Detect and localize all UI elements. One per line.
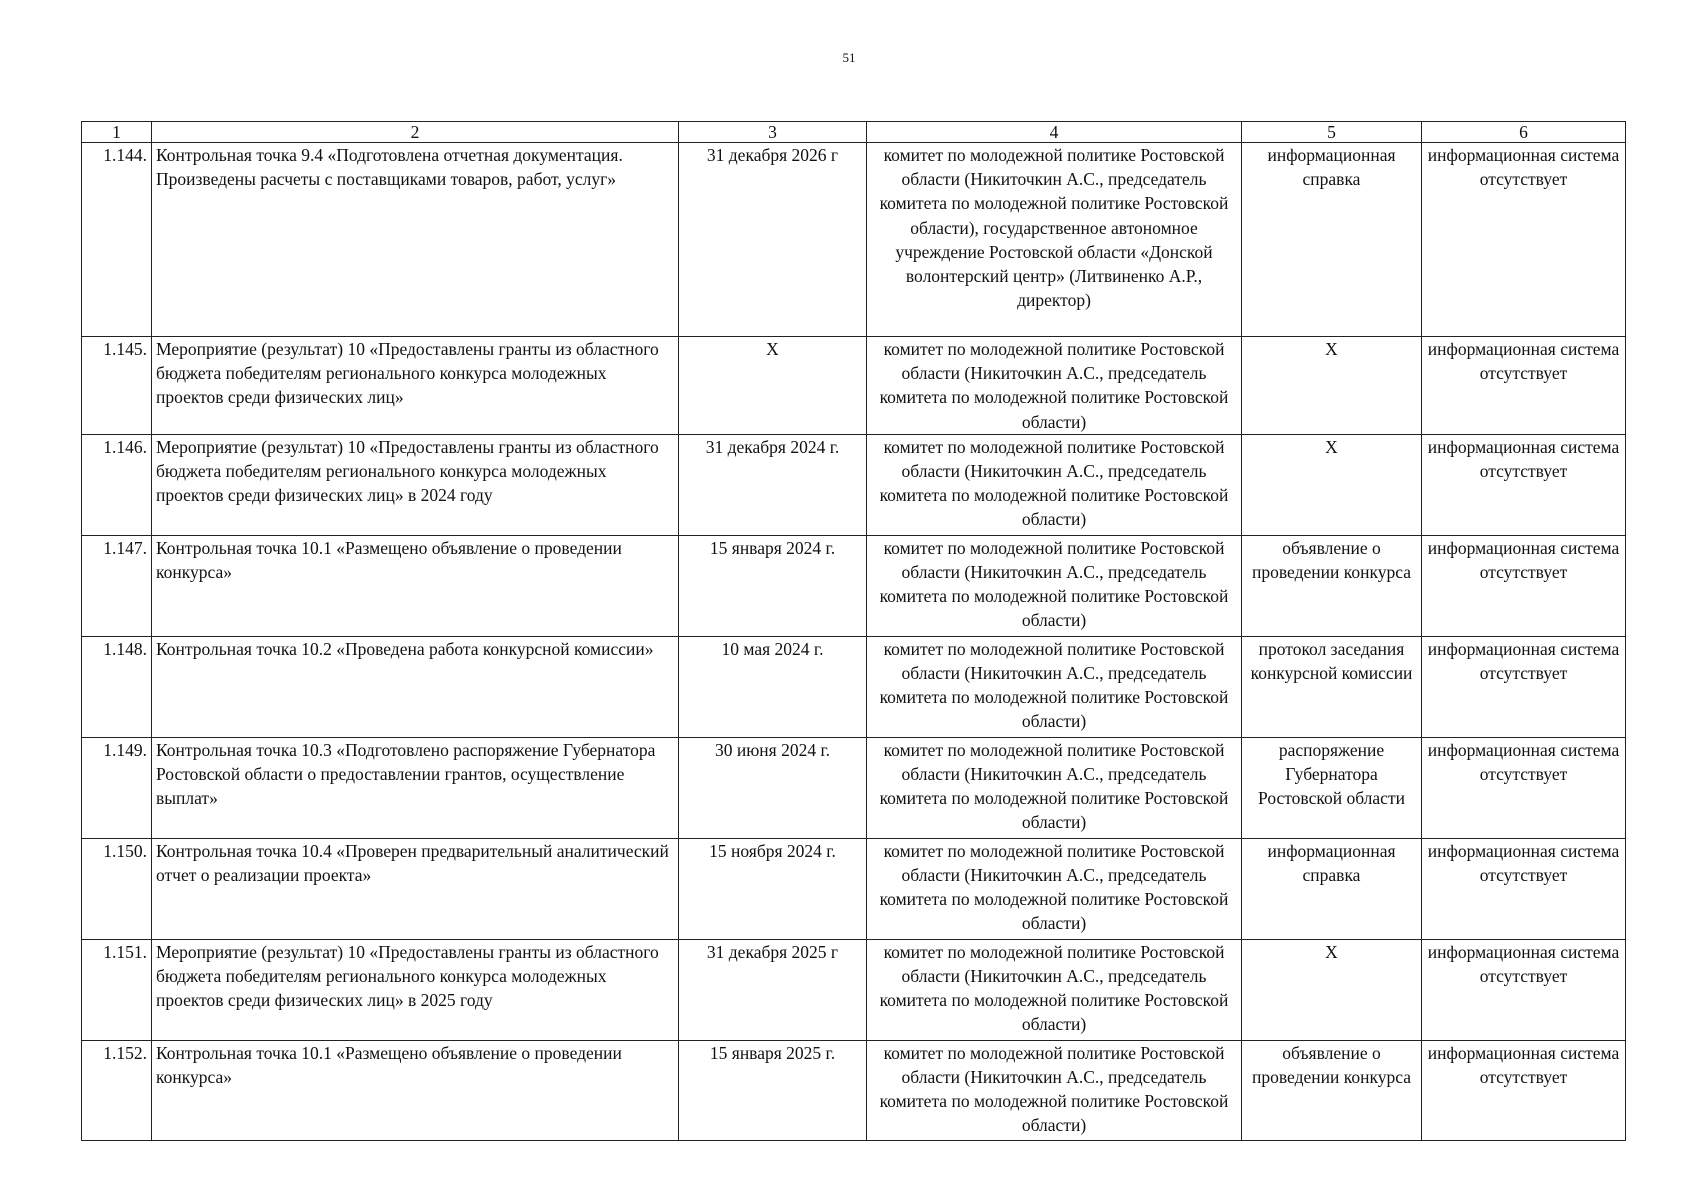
row-name: Контрольная точка 10.4 «Проверен предварительный аналитический отчет о реализации проекта» <box>152 838 679 939</box>
row-responsible: комитет по молодежной политике Ростовской области (Никиточкин А.С., председатель комитета по молодежной политике Ростовской области), государственное автономное учреждение Ростовской области «Донской волонтерский центр» (Литвиненко А.Р., директор) <box>867 143 1242 337</box>
row-responsible: комитет по молодежной политике Ростовской области (Никиточкин А.С., председатель комитета по молодежной политике Ростовской области) <box>867 939 1242 1040</box>
table-row <box>82 1040 1626 1140</box>
row-responsible: комитет по молодежной политике Ростовской области (Никиточкин А.С., председатель комитета по молодежной политике Ростовской области) <box>867 434 1242 535</box>
row-name: Контрольная точка 9.4 «Подготовлена отчетная документация. Произведены расчеты с поставщиками товаров, работ, услуг» <box>152 143 679 337</box>
row-responsible: комитет по молодежной политике Ростовской области (Никиточкин А.С., председатель комитета по молодежной политике Ростовской области) <box>867 737 1242 838</box>
row-date: 31 декабря 2025 г <box>679 939 867 1040</box>
row-number: 1.147. <box>82 535 152 636</box>
row-date: 31 декабря 2026 г <box>679 143 867 337</box>
table-row <box>82 939 1626 1040</box>
row-responsible: комитет по молодежной политике Ростовской области (Никиточкин А.С., председатель комитета по молодежной политике Ростовской области) <box>867 1040 1242 1140</box>
row-system: информационная система отсутствует <box>1422 636 1626 737</box>
row-name: Контрольная точка 10.2 «Проведена работа конкурсной комиссии» <box>152 636 679 737</box>
table-row <box>82 143 1626 337</box>
row-number: 1.151. <box>82 939 152 1040</box>
plan-table <box>81 121 1626 1141</box>
row-name: Контрольная точка 10.1 «Размещено объявление о проведении конкурса» <box>152 535 679 636</box>
table-row <box>82 636 1626 737</box>
row-date: 15 января 2025 г. <box>679 1040 867 1140</box>
row-responsible: комитет по молодежной политике Ростовской области (Никиточкин А.С., председатель комитета по молодежной политике Ростовской области) <box>867 636 1242 737</box>
row-number: 1.144. <box>82 143 152 337</box>
row-system: информационная система отсутствует <box>1422 337 1626 435</box>
row-name: Мероприятие (результат) 10 «Предоставлены гранты из областного бюджета победителям регионального конкурса молодежных проектов среди физических лиц» <box>152 337 679 435</box>
row-name: Контрольная точка 10.3 «Подготовлено распоряжение Губернатора Ростовской области о предоставлении грантов, осуществление выплат» <box>152 737 679 838</box>
row-date: 30 июня 2024 г. <box>679 737 867 838</box>
row-system: информационная система отсутствует <box>1422 1040 1626 1140</box>
table-row <box>82 838 1626 939</box>
column-header: 1 <box>82 122 152 143</box>
row-number: 1.150. <box>82 838 152 939</box>
row-system: информационная система отсутствует <box>1422 737 1626 838</box>
row-system: информационная система отсутствует <box>1422 838 1626 939</box>
column-header: 6 <box>1422 122 1626 143</box>
row-date: 31 декабря 2024 г. <box>679 434 867 535</box>
table-row <box>82 337 1626 435</box>
row-number: 1.146. <box>82 434 152 535</box>
row-responsible: комитет по молодежной политике Ростовской области (Никиточкин А.С., председатель комитета по молодежной политике Ростовской области) <box>867 337 1242 435</box>
row-responsible: комитет по молодежной политике Ростовской области (Никиточкин А.С., председатель комитета по молодежной политике Ростовской области) <box>867 838 1242 939</box>
row-document: распоряжение Губернатора Ростовской области <box>1242 737 1422 838</box>
row-document: объявление о проведении конкурса <box>1242 535 1422 636</box>
row-number: 1.145. <box>82 337 152 435</box>
page-number: 51 <box>842 50 856 65</box>
row-document: объявление о проведении конкурса <box>1242 1040 1422 1140</box>
column-number-row <box>82 122 1626 143</box>
row-number: 1.148. <box>82 636 152 737</box>
column-header: 4 <box>867 122 1242 143</box>
row-system: информационная система отсутствует <box>1422 434 1626 535</box>
row-number: 1.152. <box>82 1040 152 1140</box>
row-date: 15 января 2024 г. <box>679 535 867 636</box>
row-system: информационная система отсутствует <box>1422 939 1626 1040</box>
row-document: информационная справка <box>1242 838 1422 939</box>
column-header: 2 <box>152 122 679 143</box>
column-header: 3 <box>679 122 867 143</box>
row-responsible: комитет по молодежной политике Ростовской области (Никиточкин А.С., председатель комитета по молодежной политике Ростовской области) <box>867 535 1242 636</box>
row-date: 15 ноября 2024 г. <box>679 838 867 939</box>
row-document: Х <box>1242 434 1422 535</box>
row-document: информационная справка <box>1242 143 1422 337</box>
row-name: Мероприятие (результат) 10 «Предоставлены гранты из областного бюджета победителям регионального конкурса молодежных проектов среди физических лиц» в 2025 году <box>152 939 679 1040</box>
row-number: 1.149. <box>82 737 152 838</box>
row-system: информационная система отсутствует <box>1422 143 1626 337</box>
row-document: протокол заседания конкурсной комиссии <box>1242 636 1422 737</box>
table-row <box>82 737 1626 838</box>
row-system: информационная система отсутствует <box>1422 535 1626 636</box>
row-name: Мероприятие (результат) 10 «Предоставлены гранты из областного бюджета победителям регионального конкурса молодежных проектов среди физических лиц» в 2024 году <box>152 434 679 535</box>
row-document: Х <box>1242 939 1422 1040</box>
row-document: Х <box>1242 337 1422 435</box>
row-name: Контрольная точка 10.1 «Размещено объявление о проведении конкурса» <box>152 1040 679 1140</box>
row-date: 10 мая 2024 г. <box>679 636 867 737</box>
table-row <box>82 434 1626 535</box>
row-date: Х <box>679 337 867 435</box>
column-header: 5 <box>1242 122 1422 143</box>
table-row <box>82 535 1626 636</box>
